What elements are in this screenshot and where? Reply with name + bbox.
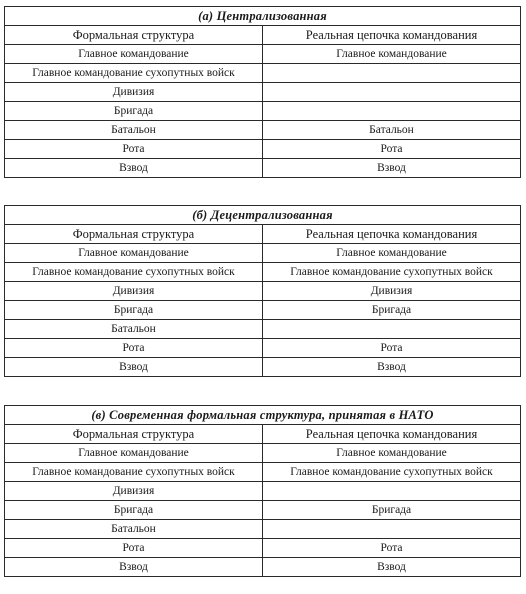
formal-cell: Рота — [5, 339, 263, 358]
real-cell: Главное командование — [263, 444, 521, 463]
table-row — [5, 45, 521, 64]
formal-cell: Взвод — [5, 558, 263, 577]
table-row — [5, 339, 521, 358]
table-row — [5, 320, 521, 339]
formal-cell: Главное командование сухопутных войск — [5, 64, 263, 83]
formal-cell: Бригада — [5, 301, 263, 320]
table-centralized — [4, 6, 521, 178]
formal-cell: Рота — [5, 539, 263, 558]
formal-cell: Батальон — [5, 520, 263, 539]
formal-cell: Батальон — [5, 320, 263, 339]
table-row — [5, 558, 521, 577]
header-row — [5, 225, 521, 244]
table-row — [5, 140, 521, 159]
real-cell — [263, 520, 521, 539]
real-cell: Главное командование — [263, 244, 521, 263]
real-cell: Бригада — [263, 301, 521, 320]
formal-cell: Дивизия — [5, 482, 263, 501]
column-header-real: Реальная цепочка командования — [263, 26, 521, 45]
caption-row — [5, 206, 521, 225]
table-caption: (в) Современная формальная структура, принятая в НАТО — [5, 406, 521, 425]
table-row — [5, 83, 521, 102]
real-cell: Главное командование — [263, 45, 521, 64]
real-cell — [263, 102, 521, 121]
table-row — [5, 159, 521, 178]
caption-row — [5, 406, 521, 425]
table-row — [5, 282, 521, 301]
table-row — [5, 539, 521, 558]
column-header-real: Реальная цепочка командования — [263, 225, 521, 244]
formal-cell: Главное командование — [5, 444, 263, 463]
formal-cell: Батальон — [5, 121, 263, 140]
table-row — [5, 501, 521, 520]
real-cell: Дивизия — [263, 282, 521, 301]
table-row — [5, 520, 521, 539]
real-cell: Главное командование сухопутных войск — [263, 463, 521, 482]
column-header-formal: Формальная структура — [5, 425, 263, 444]
table-row — [5, 121, 521, 140]
real-cell: Рота — [263, 539, 521, 558]
formal-cell: Дивизия — [5, 282, 263, 301]
caption-row — [5, 7, 521, 26]
formal-cell: Бригада — [5, 102, 263, 121]
real-cell: Бригада — [263, 501, 521, 520]
column-header-real: Реальная цепочка командования — [263, 425, 521, 444]
formal-cell: Главное командование — [5, 45, 263, 64]
formal-cell: Главное командование — [5, 244, 263, 263]
table-nato — [4, 405, 521, 577]
formal-cell: Главное командование сухопутных войск — [5, 463, 263, 482]
formal-cell: Бригада — [5, 501, 263, 520]
table-row — [5, 244, 521, 263]
table-row — [5, 64, 521, 83]
real-cell: Батальон — [263, 121, 521, 140]
table-row — [5, 444, 521, 463]
column-header-formal: Формальная структура — [5, 26, 263, 45]
table-row — [5, 263, 521, 282]
real-cell — [263, 320, 521, 339]
real-cell: Главное командование сухопутных войск — [263, 263, 521, 282]
real-cell: Взвод — [263, 159, 521, 178]
table-caption: (а) Централизованная — [5, 7, 521, 26]
real-cell: Рота — [263, 140, 521, 159]
formal-cell: Рота — [5, 140, 263, 159]
table-row — [5, 102, 521, 121]
formal-cell: Взвод — [5, 159, 263, 178]
formal-cell: Главное командование сухопутных войск — [5, 263, 263, 282]
table-row — [5, 358, 521, 377]
real-cell: Взвод — [263, 558, 521, 577]
real-cell — [263, 83, 521, 102]
table-row — [5, 301, 521, 320]
table-row — [5, 463, 521, 482]
formal-cell: Дивизия — [5, 83, 263, 102]
real-cell — [263, 64, 521, 83]
column-header-formal: Формальная структура — [5, 225, 263, 244]
table-caption: (б) Децентрализованная — [5, 206, 521, 225]
formal-cell: Взвод — [5, 358, 263, 377]
header-row — [5, 425, 521, 444]
real-cell: Взвод — [263, 358, 521, 377]
real-cell: Рота — [263, 339, 521, 358]
header-row — [5, 26, 521, 45]
table-decentralized — [4, 205, 521, 377]
real-cell — [263, 482, 521, 501]
table-row — [5, 482, 521, 501]
